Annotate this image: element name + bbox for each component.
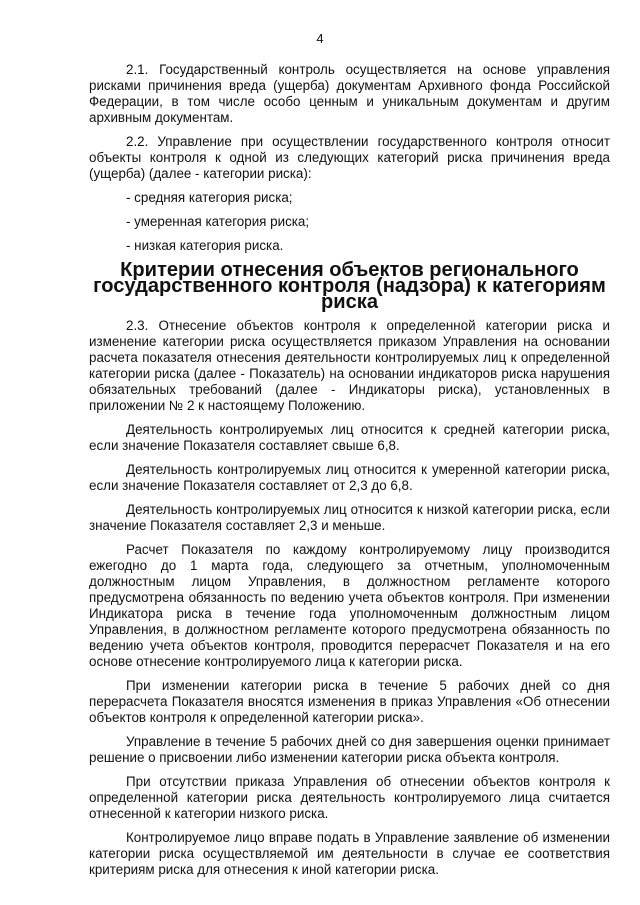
paragraph-category-change: При изменении категории риска в течение 5 рабочих дней со дня перерасчета Показателя вносятся изменения в приказ Управления «Об отнесении объектов контроля к определенной категории риска».: [89, 678, 610, 725]
paragraph-no-order: При отсутствии приказа Управления об отнесении объектов контроля к определенной категории риска деятельность контролируемого лица считается отнесенной к категории низкого риска.: [89, 774, 610, 821]
paragraph-moderate-risk: Деятельность контролируемых лиц относится к умеренной категории риска, если значение Показателя составляет от 2,3 до 6,8.: [89, 462, 610, 493]
page-number: 4: [316, 31, 324, 46]
list-item-moderate-risk: - умеренная категория риска;: [126, 214, 310, 229]
risk-category-list: [89, 190, 610, 254]
section-heading-line-1: Критерии отнесения объектов регионального: [120, 259, 579, 281]
paragraph-2-2: 2.2. Управление при осуществлении государственного контроля относит объекты контроля к одной из следующих категорий риска причинения вреда (ущерба) (далее - категории риска):: [89, 134, 610, 181]
paragraph-decision: Управление в течение 5 рабочих дней со дня завершения оценки принимает решение о присвоении либо изменении категории риска объекта контроля.: [89, 734, 610, 765]
paragraph-2-1: 2.1. Государственный контроль осуществляется на основе управления рисками причинения вреда (ущерба) документам Архивного фонда Российской Федерации, в том числе особо ценным и уникальным документам и другим архивным документам.: [89, 62, 610, 125]
section-heading-line-2: государственного контроля (надзора) к категориям риска: [93, 275, 606, 313]
document-body: [89, 62, 610, 886]
paragraph-medium-risk: Деятельность контролируемых лиц относится к средней категории риска, если значение Показателя составляет свыше 6,8.: [89, 422, 610, 453]
paragraph-application: Контролируемое лицо вправе подать в Управление заявление об изменении категории риска осуществляемой им деятельности в случае ее соответствия критериям риска для отнесения к иной категории риска.: [89, 830, 610, 877]
list-item-low-risk: - низкая категория риска.: [126, 238, 284, 253]
section-heading: [89, 259, 610, 313]
paragraph-indicator-calculation: Расчет Показателя по каждому контролируемому лицу производится ежегодно до 1 марта года, следующего за отчетным, уполномоченным должностным лицом Управления, в должностном регламенте которого предусмотрена обязанность по ведению учета объектов контроля. При изменении Индикатора риска в течение года уполномоченным должностным лицом Управления, в должностном регламенте которого предусмотрена обязанность по ведению учета объектов контроля, проводится перерасчет Показателя и на его основе отнесение контролируемого лица к категории риска.: [89, 542, 610, 669]
list-item-medium-risk: - средняя категория риска;: [126, 190, 293, 205]
paragraph-low-risk: Деятельность контролируемых лиц относится к низкой категории риска, если значение Показателя составляет 2,3 и меньше.: [89, 502, 610, 533]
paragraph-2-3: 2.3. Отнесение объектов контроля к определенной категории риска и изменение категории риска осуществляется приказом Управления на основании расчета показателя отнесения деятельности контролируемых лиц к определенной категории риска (далее - Показатель) на основании индикаторов риска нарушения обязательных требований (далее - Индикаторы риска), установленных в приложении № 2 к настоящему Положению.: [89, 318, 610, 413]
